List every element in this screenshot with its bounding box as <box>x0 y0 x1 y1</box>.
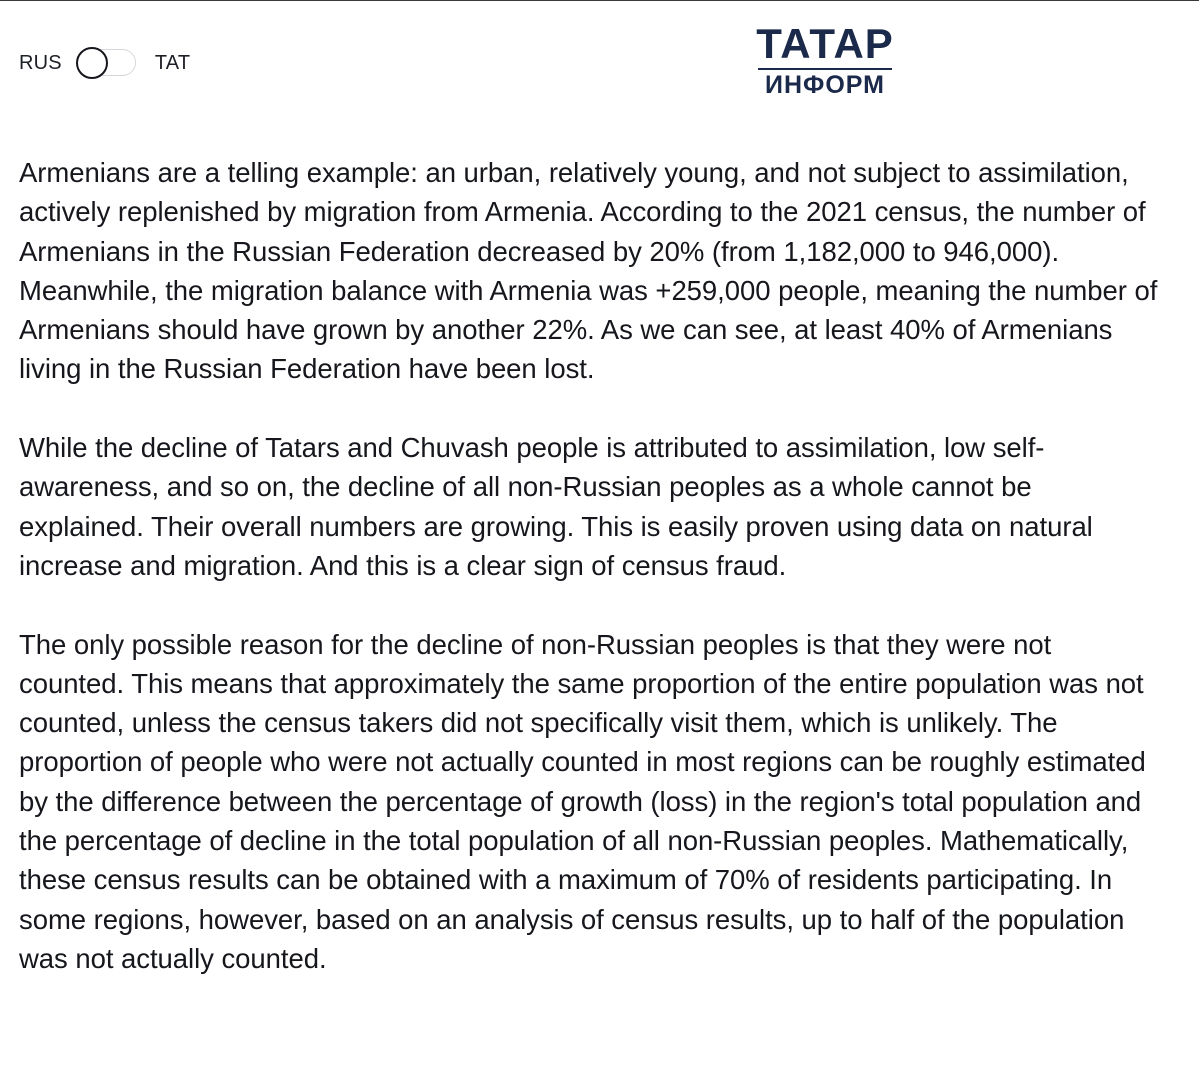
logo-line-1: ТАТАР <box>756 20 894 67</box>
tatar-inform-logo[interactable] <box>740 22 910 100</box>
language-switch <box>19 46 190 80</box>
article-paragraph-1: Armenians are a telling example: an urban, relatively young, and not subject to assimilation, actively replenished by migration from Armenia. According to the 2021 census, the number of Armenians in the Russian Federation decreased by 20% (from 1,182,000 to 946,000). Meanwhile, the migration balance with Armenia was +259,000 people, meaning the number of Armenians should have grown by another 22%. As we can see, at least 40% of Armenians living in the Russian Federation have been lost. <box>19 157 1158 385</box>
article-paragraph-3: The only possible reason for the decline of non-Russian peoples is that they were not counted. This means that approximately the same proportion of the entire population was not counted, unless the census takers did not specifically visit them, which is unlikely. The proportion of people who were not actually counted in most regions can be roughly estimated by the difference between the percentage of growth (loss) in the region's total population and the percentage of decline in the total population of all non-Russian peoples. Mathematically, these census results can be obtained with a maximum of 70% of residents participating. In some regions, however, based on an analysis of census results, up to half of the population was not actually counted. <box>19 628 1146 974</box>
toggle-knob[interactable] <box>76 47 108 79</box>
language-option-rus[interactable]: RUS <box>19 51 62 74</box>
article-paragraph-2: While the decline of Tatars and Chuvash people is attributed to assimilation, low self-awareness, and so on, the decline of all non-Russian peoples as a whole cannot be explained. Their overall numbers are growing. This is easily proven using data on natural increase and migration. And this is a clear sign of census fraud. <box>19 432 1093 581</box>
language-option-tat[interactable]: TAT <box>154 51 191 74</box>
language-toggle[interactable] <box>76 47 138 79</box>
logo-line-2: ИНФОРМ <box>765 71 885 99</box>
site-header <box>0 0 1199 120</box>
article-body <box>19 153 1159 1018</box>
